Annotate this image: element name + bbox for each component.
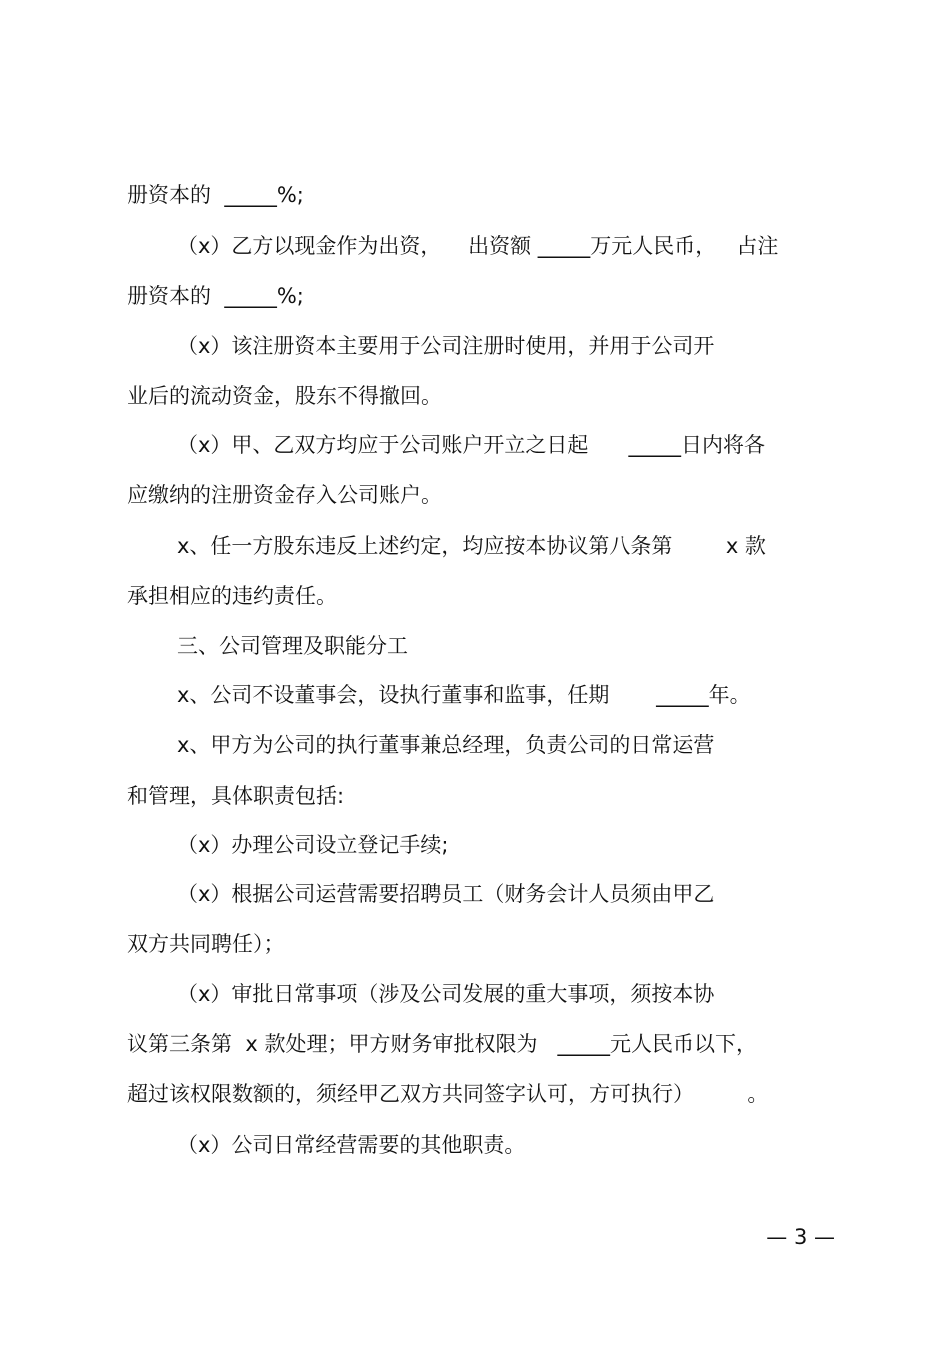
text-line-19: 超过该权限数额的，须经甲乙双方共同签字认可，方可执行） 。 [127,1082,769,1106]
text-line-8: x、任一方股东违反上述约定，均应按本协议第八条第 x 款 [177,534,766,558]
page-number: — 3 — [766,1225,835,1249]
text-line-17: （x）审批日常事项（涉及公司发展的重大事项，须按本协 [177,982,715,1006]
text-line-2: （x）乙方以现金作为出资， 出资额 _____万元人民币， 占注 [177,234,779,258]
text-line-14: （x）办理公司设立登记手续; [177,833,449,857]
text-line-20: （x）公司日常经营需要的其他职责。 [177,1133,526,1157]
text-line-5: 业后的流动资金，股东不得撤回。 [127,384,442,408]
section-heading: 三、公司管理及职能分工 [177,634,408,658]
text-line-11: x、公司不设董事会，设执行董事和监事，任期 _____年。 [177,683,751,707]
text-line-12: x、甲方为公司的执行董事兼总经理，负责公司的日常运营 [177,733,715,757]
text-line-13: 和管理，具体职责包括: [127,784,345,808]
text-line-7: 应缴纳的注册资金存入公司账户。 [127,483,442,507]
text-line-15: （x）根据公司运营需要招聘员工（财务会计人员须由甲乙 [177,882,715,906]
text-line-4: （x）该注册资本主要用于公司注册时使用，并用于公司开 [177,334,715,358]
text-line-1: 册资本的 _____%; [127,183,304,207]
text-line-9: 承担相应的违约责任。 [127,584,337,608]
text-line-6: （x）甲、乙双方均应于公司账户开立之日起 _____日内将各 [177,433,765,457]
text-line-18: 议第三条第 x 款处理；甲方财务审批权限为 _____元人民币以下， [127,1032,757,1056]
text-line-16: 双方共同聘任）； [127,932,285,956]
text-line-3: 册资本的 _____%; [127,284,304,308]
